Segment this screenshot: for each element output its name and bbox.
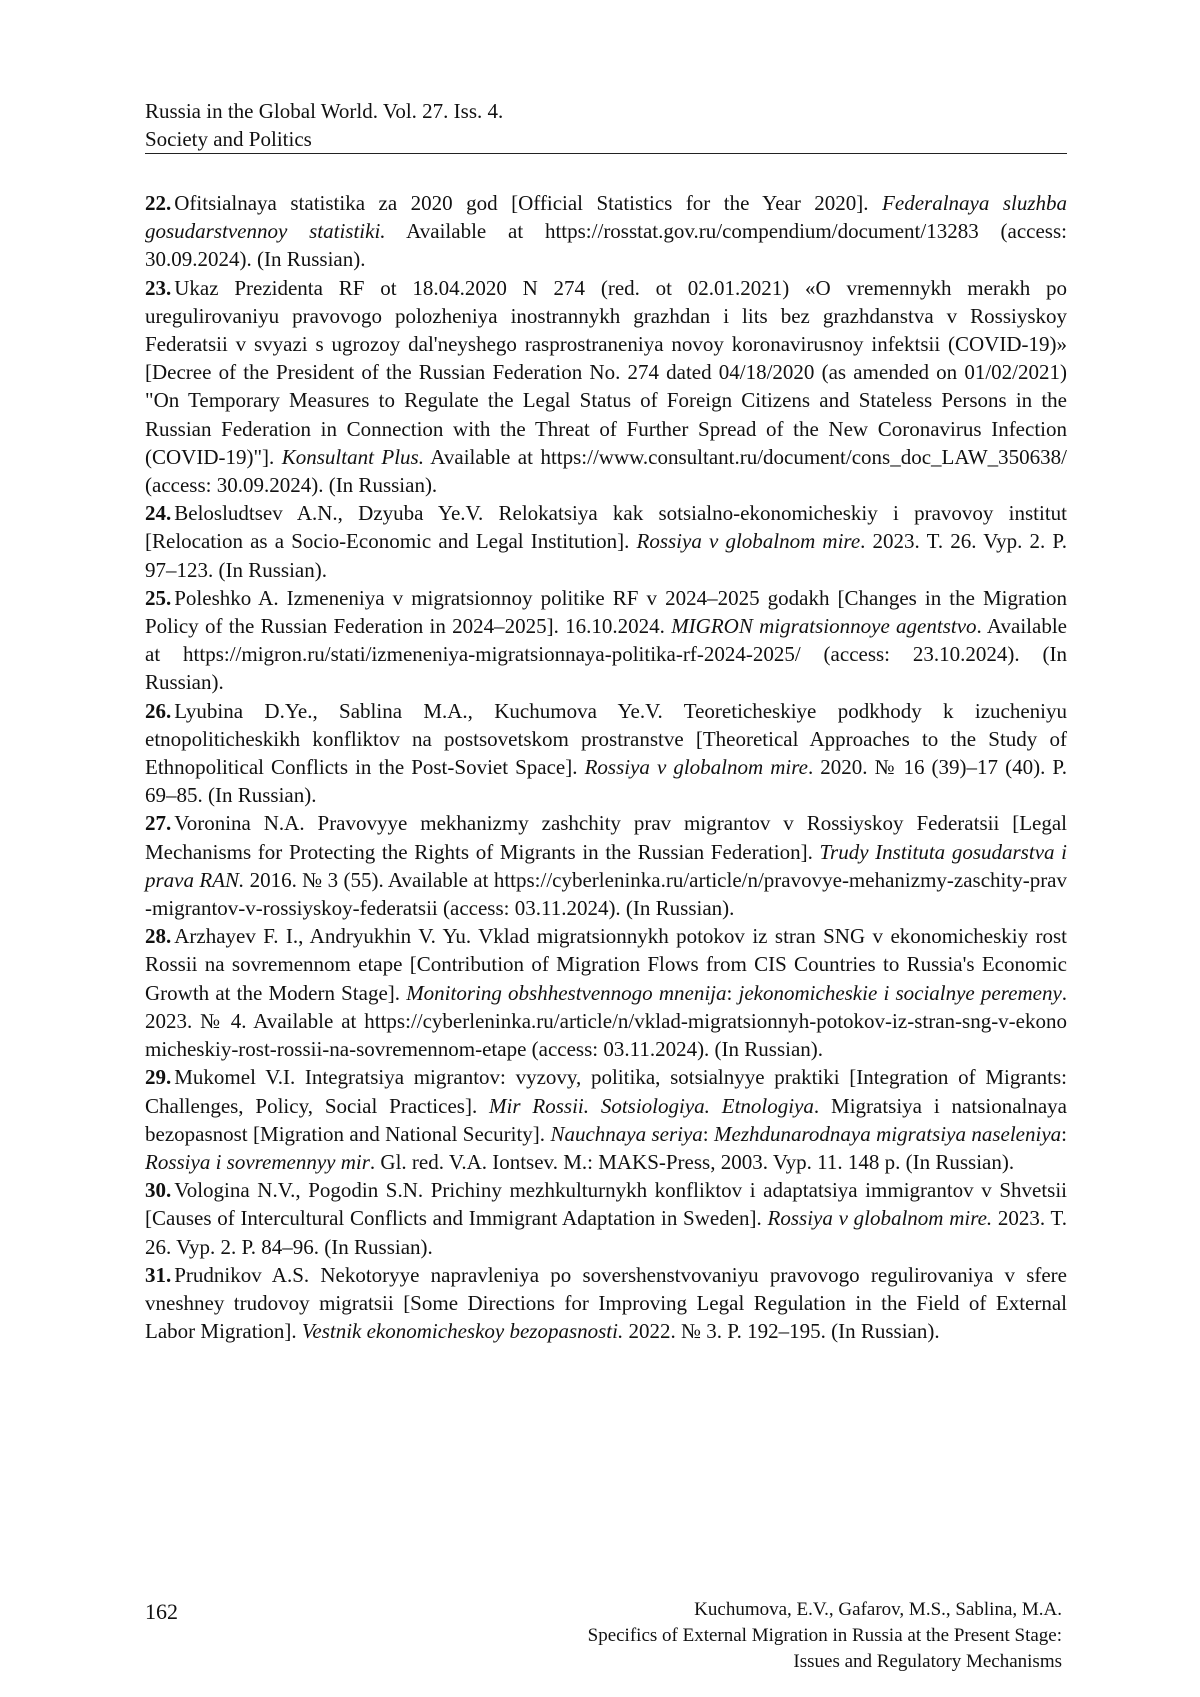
- footer-authors: Kuchumova, E.V., Gafarov, M.S., Sablina, M.A.: [362, 1597, 1062, 1623]
- reference-source-title: Rossiya v globalnom mire: [585, 755, 808, 779]
- reference-list: [145, 189, 1067, 1345]
- reference-text: :: [703, 1122, 714, 1146]
- reference-text: Belosludtsev A.N., Dzyuba Ye.V. Relokatsiya kak sotsialno-ekonomicheskiy i pravovoy institut [Relocation as a Socio-Economic and Legal Institution].: [145, 501, 1067, 553]
- reference-source-title: Vestnik ekonomicheskoy bezopasnosti.: [302, 1319, 623, 1343]
- reference-source-title: MIGRON migratsionnoye agentstvo: [671, 614, 976, 638]
- page-number: 162: [145, 1598, 178, 1626]
- reference-text: Available at https://rosstat.gov.ru/compendium/document/13283 (access: 30.09.2024). (In Russian).: [145, 219, 1067, 271]
- running-header: [145, 97, 1067, 153]
- reference-item: [145, 274, 1067, 500]
- reference-number: 26.: [145, 699, 171, 723]
- reference-text: 2023. T. 26. Vyp. 2. P. 84–96. (In Russian).: [145, 1206, 1067, 1258]
- section-title: Society and Politics: [145, 125, 1067, 153]
- reference-number: 24.: [145, 501, 171, 525]
- reference-text: . Gl. red. V.A. Iontsev. M.: MAKS-Press, 2003. Vyp. 11. 148 p. (In Russian).: [370, 1150, 1014, 1174]
- reference-source-title: Nauchnaya seriya: [550, 1122, 702, 1146]
- reference-source-title: Rossiya i sovremennyy mir: [145, 1150, 370, 1174]
- running-footer: [362, 1597, 1062, 1675]
- reference-number: 23.: [145, 276, 171, 300]
- reference-text: . Migratsiya i natsionalnaya bezopasnost [Migration and National Security].: [145, 1094, 1067, 1146]
- reference-number: 27.: [145, 811, 171, 835]
- footer-title-line2: Issues and Regulatory Mechanisms: [362, 1649, 1062, 1675]
- reference-text: Lyubina D.Ye., Sablina M.A., Kuchumova Ye.V. Teoreticheskiye podkhody k izucheniyu etnopoliticheskikh konfliktov na postsovetskom prostranstve [Theoretical Approaches to the Study of Ethnopolitical Conflicts in the Post-Soviet Space].: [145, 699, 1067, 779]
- reference-item: [145, 499, 1067, 584]
- reference-text: Prudnikov A.S. Nekotoryye napravleniya po sovershenstvovaniyu pravovogo regulirovaniya v sfere vneshney trudovoy migratsii [Some Directions for Improving Legal Regulation in the Field of External Labor Migration].: [145, 1263, 1067, 1343]
- reference-source-title: jekonomicheskie i socialnye peremeny: [739, 981, 1062, 1005]
- reference-item: [145, 697, 1067, 810]
- header-divider: [145, 153, 1067, 154]
- reference-text: Mukomel V.I. Integratsiya migrantov: vyzovy, politika, sotsialnyye praktiki [Integration of Migrants: Challenges, Policy, Social Practices].: [145, 1065, 1067, 1117]
- reference-number: 30.: [145, 1178, 171, 1202]
- reference-source-title: Konsultant Plus.: [282, 445, 424, 469]
- reference-item: [145, 1176, 1067, 1261]
- reference-source-title: Federalnaya sluzhba gosudarstvennoy statistiki.: [145, 191, 1067, 243]
- reference-source-title: Rossiya v globalnom mire.: [768, 1206, 993, 1230]
- reference-number: 22.: [145, 191, 171, 215]
- reference-item: [145, 584, 1067, 697]
- reference-text: . 2023. T. 26. Vyp. 2. P. 97–123. (In Russian).: [145, 529, 1067, 581]
- journal-title: Russia in the Global World. Vol. 27. Iss. 4.: [145, 97, 1067, 125]
- reference-text: Arzhayev F. I., Andryukhin V. Yu. Vklad migratsionnykh potokov iz stran SNG v ekonomicheskiy rost Rossii na sovremennom etape [Contribution of Migration Flows from CIS Countries to Russia's Economic Growth at the Modern Stage].: [145, 924, 1067, 1004]
- reference-text: Ukaz Prezidenta RF ot 18.04.2020 N 274 (red. ot 02.01.2021) «O vremennykh merakh po uregulirovaniyu pravovogo polozheniya inostrannykh grazhdan i lits bez grazhdanstva v Rossiyskoy Federatsii v svyazi s ugrozoy dal'neyshego rasprostraneniya novoy koronavirusnoy infektsii (COVID-19)» [Decree of the President of the Russian Federation No. 274 dated 04/18/2020 (as amended on 01/02/2021) "On Temporary Measures to Regulate the Legal Status of Foreign Citizens and Stateless Persons in the Russian Federation in Connection with the Threat of Further Spread of the New Coronavirus Infection (COVID-19)"].: [145, 276, 1067, 469]
- reference-item: [145, 922, 1067, 1063]
- reference-text: 2016. № 3 (55). Available at https://cyberleninka.ru/article/n/pravovye-mehanizmy-zaschity-prav-migrantov-v-rossiyskoy-federatsii (access: 03.11.2024). (In Russian).: [145, 868, 1067, 920]
- reference-source-title: Monitoring obshhestvennogo mnenija: [406, 981, 726, 1005]
- reference-text: Voronina N.A. Pravovyye mekhanizmy zashchity prav migrantov v Rossiyskoy Federatsii [Legal Mechanisms for Protecting the Rights of Migrants in the Russian Federation].: [145, 811, 1067, 863]
- reference-text: Ofitsialnaya statistika za 2020 god [Official Statistics for the Year 2020].: [174, 191, 882, 215]
- reference-text: . Available at https://migron.ru/stati/izmeneniya-migratsionnaya-politika-rf-2024-2025/ (access: 23.10.2024). (In Russian).: [145, 614, 1067, 694]
- reference-item: [145, 809, 1067, 922]
- footer-title-line1: Specifics of External Migration in Russia at the Present Stage:: [362, 1623, 1062, 1649]
- reference-source-title: Rossiya v globalnom mire: [637, 529, 861, 553]
- reference-item: [145, 1063, 1067, 1176]
- reference-item: [145, 189, 1067, 274]
- reference-source-title: Trudy Instituta gosudarstva i prava RAN.: [145, 840, 1067, 892]
- reference-number: 28.: [145, 924, 171, 948]
- reference-number: 31.: [145, 1263, 171, 1287]
- reference-text: :: [1061, 1122, 1067, 1146]
- reference-number: 25.: [145, 586, 171, 610]
- reference-source-title: Mezhdunarodnaya migratsiya naseleniya: [714, 1122, 1061, 1146]
- reference-text: . 2023. № 4. Available at https://cyberleninka.ru/article/n/vklad-migratsionnyh-potokov-iz-stran-sng-v-ekonomicheskiy-rost-rossii-na-sovremennom-etape (access: 03.11.2024). (In Russian).: [145, 981, 1067, 1061]
- reference-text: Available at https://www.consultant.ru/document/cons_doc_LAW_350638/ (access: 30.09.2024). (In Russian).: [145, 445, 1067, 497]
- reference-text: . 2020. № 16 (39)–17 (40). P. 69–85. (In Russian).: [145, 755, 1067, 807]
- reference-text: 2022. № 3. P. 192–195. (In Russian).: [623, 1319, 939, 1343]
- reference-item: [145, 1261, 1067, 1346]
- reference-text: :: [727, 981, 739, 1005]
- reference-number: 29.: [145, 1065, 171, 1089]
- reference-text: Poleshko A. Izmeneniya v migratsionnoy politike RF v 2024–2025 godakh [Changes in the Migration Policy of the Russian Federation in 2024–2025]. 16.10.2024.: [145, 586, 1067, 638]
- reference-source-title: Mir Rossii. Sotsiologiya. Etnologiya: [489, 1094, 814, 1118]
- reference-text: Vologina N.V., Pogodin S.N. Prichiny mezhkulturnykh konfliktov i adaptatsiya immigrantov v Shvetsii [Causes of Intercultural Conflicts and Immigrant Adaptation in Sweden].: [145, 1178, 1067, 1230]
